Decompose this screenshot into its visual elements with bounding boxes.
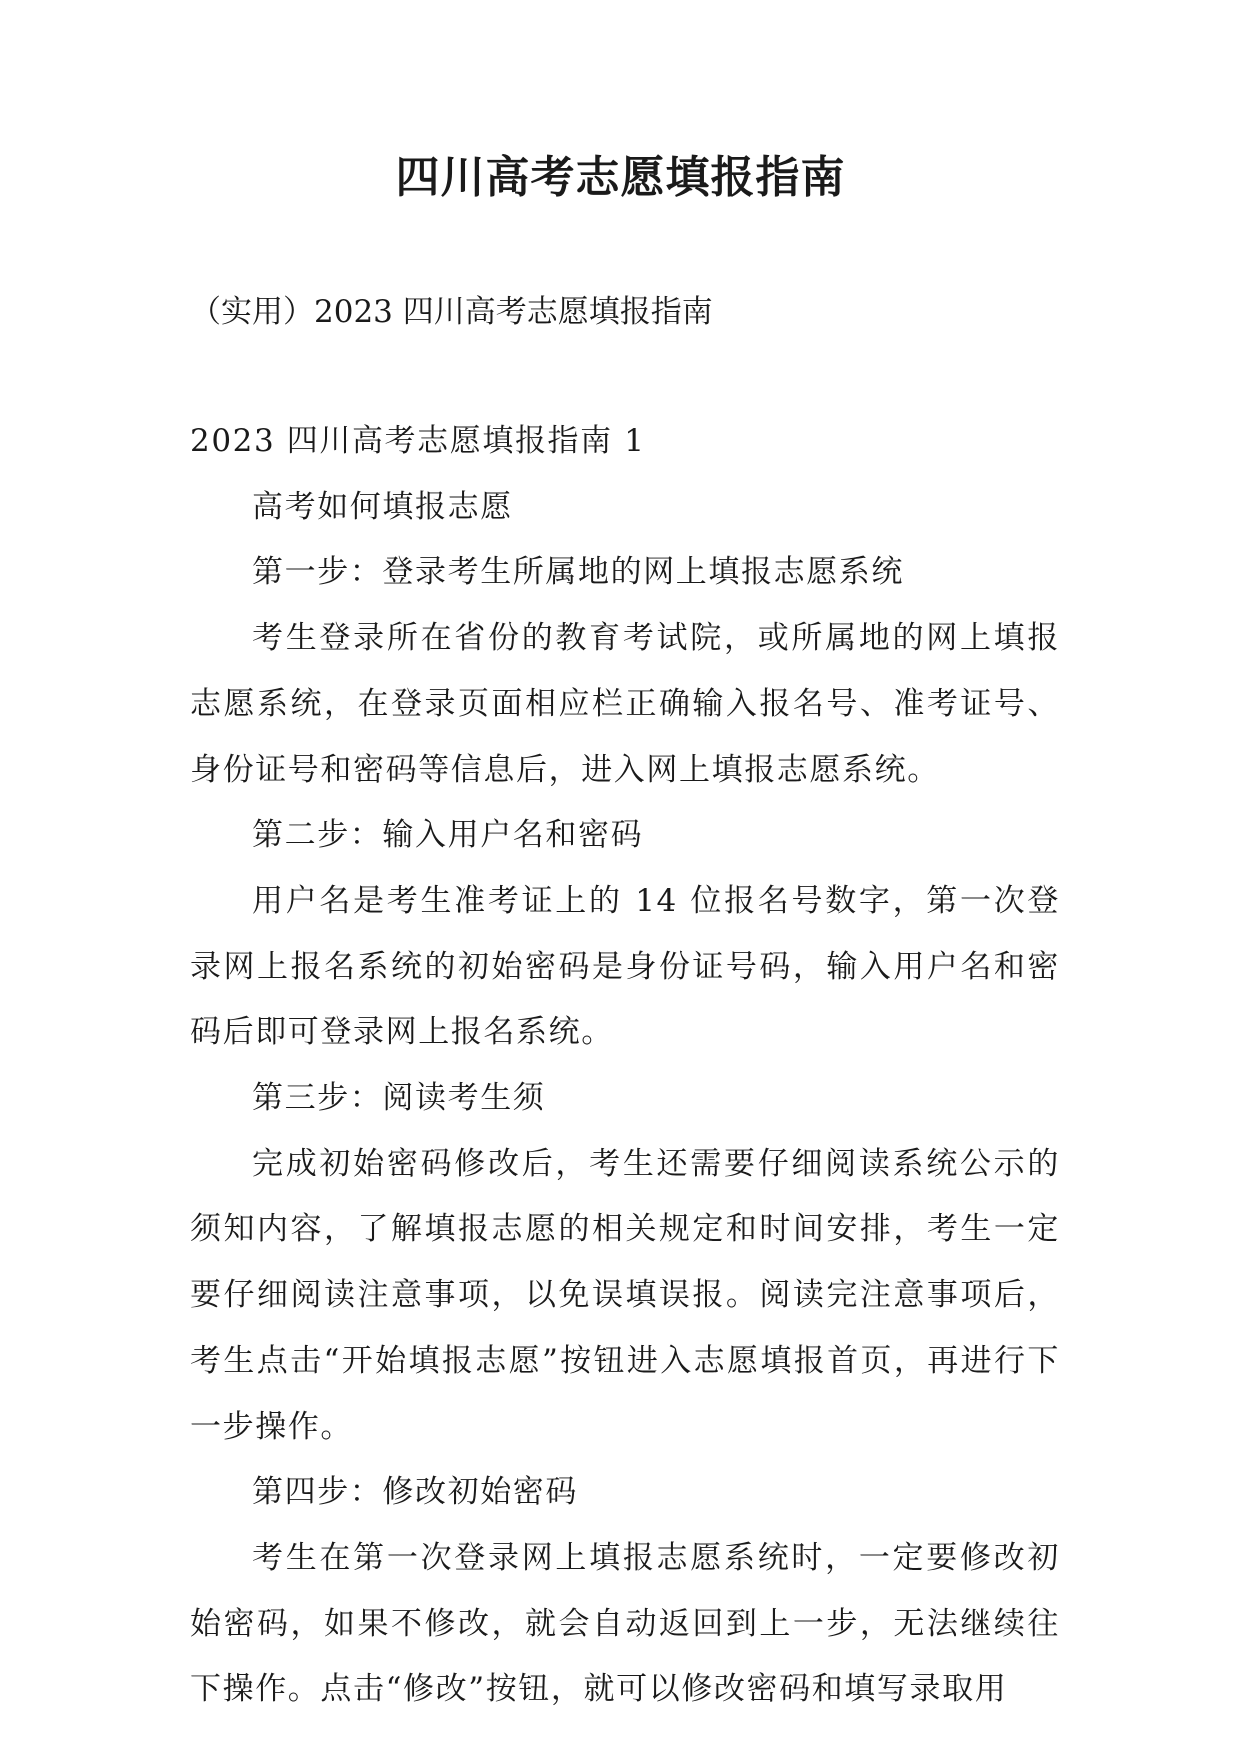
step-4-heading: 第四步：修改初始密码 [252, 1474, 578, 1511]
topic-heading: 高考如何填报志愿 [252, 488, 513, 525]
step-1-heading: 第一步：登录考生所属地的网上填报志愿系统 [252, 554, 904, 591]
step-3-paragraph: 完成初始密码修改后，考生还需要仔细阅读系统公示的须知内容，了解填报志愿的相关规定和时间安排，考生一定要仔细阅读注意事项，以免误填误报。阅读完注意事项后，考生点击“开始填报志愿”按钮进入志愿填报首页，再进行下一步操作。 [190, 1145, 1060, 1445]
step-3-heading: 第三步：阅读考生须 [252, 1080, 546, 1117]
document-body [190, 409, 1060, 1723]
step-1-paragraph: 考生登录所在省份的教育考试院，或所属地的网上填报志愿系统，在登录页面相应栏正确输入报名号、准考证号、身份证号和密码等信息后，进入网上填报志愿系统。 [190, 620, 1060, 788]
step-4-paragraph: 考生在第一次登录网上填报志愿系统时，一定要修改初始密码，如果不修改，就会自动返回到上一步，无法继续往下操作。点击“修改”按钮，就可以修改密码和填写录取用 [190, 1539, 1060, 1708]
step-2-paragraph: 用户名是考生准考证上的 14 位报名号数字，第一次登录网上报名系统的初始密码是身份证号码，输入用户名和密码后即可登录网上报名系统。 [190, 882, 1060, 1051]
step-2-heading: 第二步：输入用户名和密码 [252, 817, 644, 854]
document-subtitle: （实用）2023 四川高考志愿填报指南 [190, 294, 713, 330]
section-heading: 2023 四川高考志愿填报指南 1 [190, 423, 646, 459]
document-title: 四川高考志愿填报指南 [395, 152, 846, 203]
